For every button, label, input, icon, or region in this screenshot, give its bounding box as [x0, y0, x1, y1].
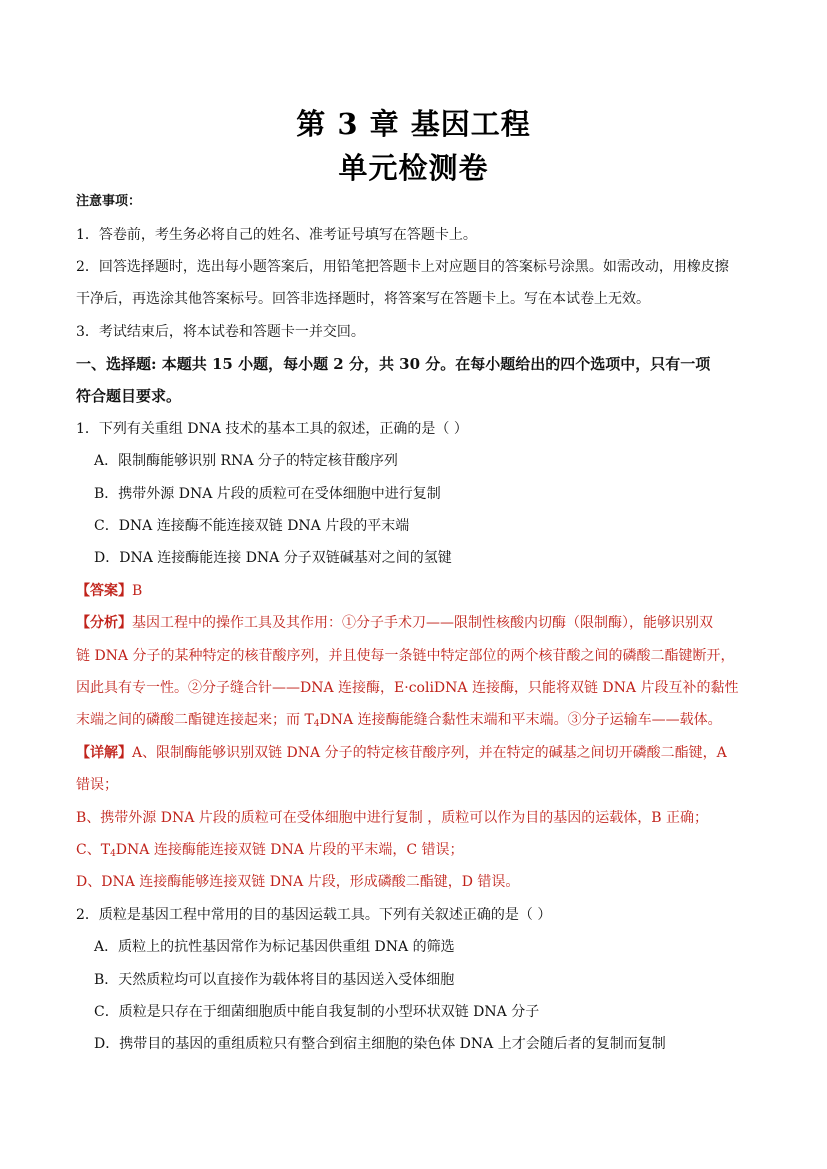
question-1-option-d: D．DNA 连接酶能连接 DNA 分子双链碱基对之间的氢键 — [94, 550, 452, 566]
analysis-text — [76, 710, 722, 734]
analysis-text: 链 DNA 分子的某种特定的核苷酸序列，并且使每一条链中特定部位的两个核苷酸之间的磷酸二酯键断开， — [76, 648, 735, 664]
detail-text: A、限制酶能够识别双链 DNA 分子的特定核苷酸序列，并在特定的碱基之间切开磷酸二酯键，A — [132, 745, 727, 761]
subscript: 4 — [313, 719, 320, 729]
question-1-option-b: B．携带外源 DNA 片段的质粒可在受体细胞中进行复制 — [94, 486, 441, 502]
detail-text-a: C、T — [76, 842, 111, 858]
answer-line — [76, 581, 142, 601]
question-2-option-c: C．质粒是只存在于细菌细胞质中能自我复制的小型环状双链 DNA 分子 — [94, 1004, 540, 1020]
analysis-text-a: 末端之间的磷酸二酯键连接起来；而 T — [76, 712, 314, 728]
notice-item: 2．回答选择题时，选出每小题答案后，用铅笔把答题卡上对应题目的答案标号涂黑。如需改动，用橡皮擦 — [76, 259, 729, 275]
page-title: 第 3 章 基因工程 — [296, 107, 531, 141]
question-1-option-a: A．限制酶能够识别 RNA 分子的特定核苷酸序列 — [94, 453, 398, 469]
notice-item: 3．考试结束后，将本试卷和答题卡一并交回。 — [76, 324, 365, 340]
page-subtitle: 单元检测卷 — [338, 151, 489, 185]
question-2-option-a: A．质粒上的抗性基因常作为标记基因供重组 DNA 的筛选 — [94, 939, 455, 955]
analysis-text: 因此具有专一性。②分子缝合针——DNA 连接酶，E·coliDNA 连接酶，只能将双链 DNA 片段互补的黏性 — [76, 680, 739, 696]
analysis-tag: 【分析】 — [76, 615, 132, 631]
answer-value: B — [132, 583, 143, 599]
detail-text-b: DNA 连接酶能连接双链 DNA 片段的平末端，C 错误； — [115, 842, 464, 858]
question-1-stem: 1．下列有关重组 DNA 技术的基本工具的叙述，正确的是（ ） — [76, 421, 468, 437]
question-1-option-c: C．DNA 连接酶不能连接双链 DNA 片段的平末端 — [94, 518, 410, 534]
detail-line — [76, 743, 727, 763]
question-2-option-b: B．天然质粒均可以直接作为载体将目的基因送入受体细胞 — [94, 972, 455, 988]
notice-heading: 注意事项： — [76, 194, 142, 209]
section-heading-cont: 符合题目要求。 — [76, 387, 182, 405]
detail-text — [76, 840, 463, 864]
detail-text: D、DNA 连接酶能够连接双链 DNA 片段，形成磷酸二酯键，D 错误。 — [76, 874, 520, 890]
subscript: 4 — [110, 849, 116, 859]
notice-item: 1．答卷前，考生务必将自己的姓名、准考证号填写在答题卡上。 — [76, 227, 477, 243]
section-heading: 一、选择题: 本题共 15 小题，每小题 2 分，共 30 分。在每小题给出的四个选项中，只有一项 — [76, 355, 711, 373]
detail-text: B、携带外源 DNA 片段的质粒可在受体细胞中进行复制 ，质粒可以作为目的基因的运载体，B 正确； — [76, 810, 708, 826]
detail-tag: 【详解】 — [76, 745, 132, 761]
question-2-stem: 2．质粒是基因工程中常用的目的基因运载工具。下列有关叙述正确的是（ ） — [76, 907, 552, 923]
analysis-line — [76, 613, 713, 633]
analysis-text-b: DNA 连接酶能缝合黏性末端和平末端。③分子运输车——载体。 — [319, 712, 722, 728]
notice-item: 干净后，再选涂其他答案标号。回答非选择题时，将答案写在答题卡上。写在本试卷上无效。 — [76, 291, 650, 307]
question-2-option-d: D．携带目的基因的重组质粒只有整合到宿主细胞的染色体 DNA 上才会随后者的复制而复制 — [94, 1036, 666, 1052]
answer-tag: 【答案】 — [76, 583, 132, 599]
detail-text: 错误； — [76, 777, 118, 793]
analysis-text: 基因工程中的操作工具及其作用：①分子手术刀——限制性核酸内切酶（限制酶），能够识别双 — [132, 615, 713, 631]
